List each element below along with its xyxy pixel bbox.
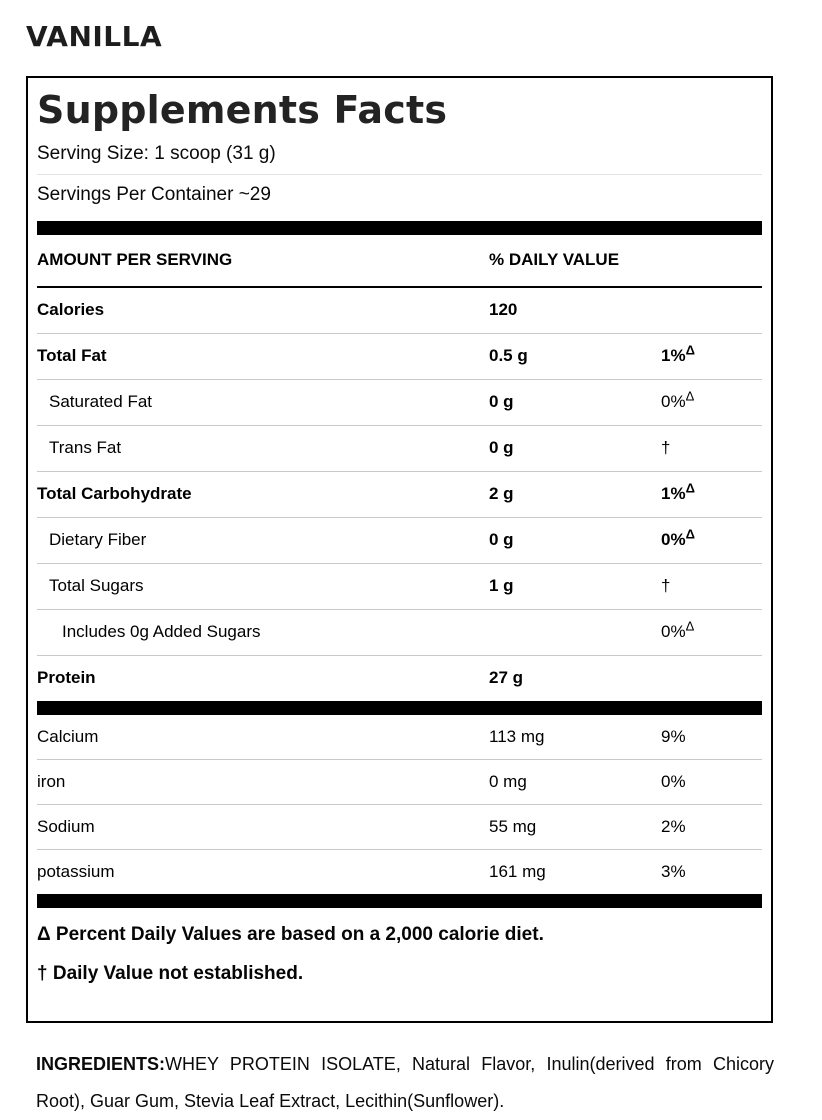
nutrient-amount: 0.5 g <box>489 346 528 366</box>
mineral-amount: 161 mg <box>489 861 546 881</box>
dv-value: 0% <box>661 622 686 642</box>
nutrient-amount: 0 g <box>489 530 514 550</box>
nutrient-dv <box>661 526 762 550</box>
dv-superscript: Δ <box>685 618 695 634</box>
nutrient-label: Trans Fat <box>49 438 122 458</box>
nutrient-row-saturated-fat <box>37 380 762 426</box>
serving-size: Serving Size: 1 scoop (31 g) <box>37 142 276 164</box>
dv-value: 1% <box>661 484 686 504</box>
flavor-title: VANILLA <box>26 20 163 53</box>
nutrient-label: Includes 0g Added Sugars <box>62 622 261 642</box>
amount-per-serving-header: AMOUNT PER SERVING <box>37 250 233 270</box>
nutrient-dv <box>661 342 762 366</box>
nutrient-row-total-fat <box>37 334 762 380</box>
nutrient-amount: 0 g <box>489 438 514 458</box>
separator-bar-middle <box>37 701 762 715</box>
dv-superscript: Δ <box>685 480 695 496</box>
ingredients-paragraph <box>36 1046 774 1120</box>
nutrient-label: Protein <box>37 668 96 688</box>
mineral-dv: 3% <box>661 861 686 881</box>
mineral-label: Sodium <box>37 816 95 836</box>
nutrient-amount: 1 g <box>489 576 514 596</box>
nutrient-label: Calories <box>37 300 105 320</box>
mineral-row-iron <box>37 760 762 805</box>
nutrient-dv <box>661 576 762 596</box>
daily-value-header: % DAILY VALUE <box>489 250 620 270</box>
ingredients-text: WHEY PROTEIN ISOLATE, Natural Flavor, Inulin(derived from Chicory Root), Guar Gum, Stevia Leaf Extract, Lecithin(Sunflower). <box>36 1054 774 1111</box>
nutrient-row-trans-fat <box>37 426 762 472</box>
mineral-amount: 0 mg <box>489 771 527 791</box>
nutrient-dv <box>661 388 762 412</box>
dv-value: 1% <box>661 346 686 366</box>
nutrient-amount: 120 <box>489 300 518 320</box>
mineral-dv: 0% <box>661 771 686 791</box>
nutrient-amount: 27 g <box>489 668 524 688</box>
nutrient-row-dietary-fiber <box>37 518 762 564</box>
separator-bar-bottom <box>37 894 762 908</box>
footnotes <box>37 924 762 987</box>
mineral-dv: 9% <box>661 726 686 746</box>
mineral-amount: 55 mg <box>489 816 537 836</box>
column-header-row <box>37 235 762 288</box>
nutrient-row-protein <box>37 656 762 701</box>
mineral-label: potassium <box>37 861 115 881</box>
nutrient-row-calories <box>37 288 762 334</box>
supplement-facts-panel <box>26 76 773 1023</box>
nutrient-dv <box>661 480 762 504</box>
mineral-row-calcium <box>37 715 762 760</box>
nutrient-row-total-sugars <box>37 564 762 610</box>
footnote-dagger: † Daily Value not established. <box>37 963 304 985</box>
nutrient-label: Total Sugars <box>49 576 144 596</box>
ingredients-label: INGREDIENTS: <box>36 1054 166 1074</box>
dv-superscript: Δ <box>685 526 695 542</box>
mineral-dv: 2% <box>661 816 686 836</box>
nutrient-label: Saturated Fat <box>49 392 153 412</box>
footnote-daily-value: Δ Percent Daily Values are based on a 2,000 calorie diet. <box>37 923 544 945</box>
nutrient-label: Dietary Fiber <box>49 530 147 550</box>
dv-superscript: Δ <box>685 342 695 358</box>
nutrient-amount: 2 g <box>489 484 514 504</box>
nutrient-row-added-sugars <box>37 610 762 656</box>
dv-value: 0% <box>661 530 686 550</box>
mineral-amount: 113 mg <box>489 726 545 746</box>
mineral-label: iron <box>37 771 66 791</box>
nutrient-dv <box>661 438 762 458</box>
dv-value: † <box>661 438 671 458</box>
mineral-label: Calcium <box>37 726 99 746</box>
dv-superscript: Δ <box>685 388 695 404</box>
dv-value: 0% <box>661 392 686 412</box>
nutrient-label: Total Carbohydrate <box>37 484 192 504</box>
mineral-row-potassium <box>37 850 762 894</box>
separator-bar-top <box>37 221 762 235</box>
nutrient-row-total-carbohydrate <box>37 472 762 518</box>
nutrient-amount: 0 g <box>489 392 514 412</box>
mineral-row-sodium <box>37 805 762 850</box>
panel-title: Supplements Facts <box>37 88 448 132</box>
servings-per-container: Servings Per Container ~29 <box>37 183 271 205</box>
dv-value: † <box>661 576 671 596</box>
nutrient-dv <box>661 618 762 642</box>
nutrient-label: Total Fat <box>37 346 107 366</box>
